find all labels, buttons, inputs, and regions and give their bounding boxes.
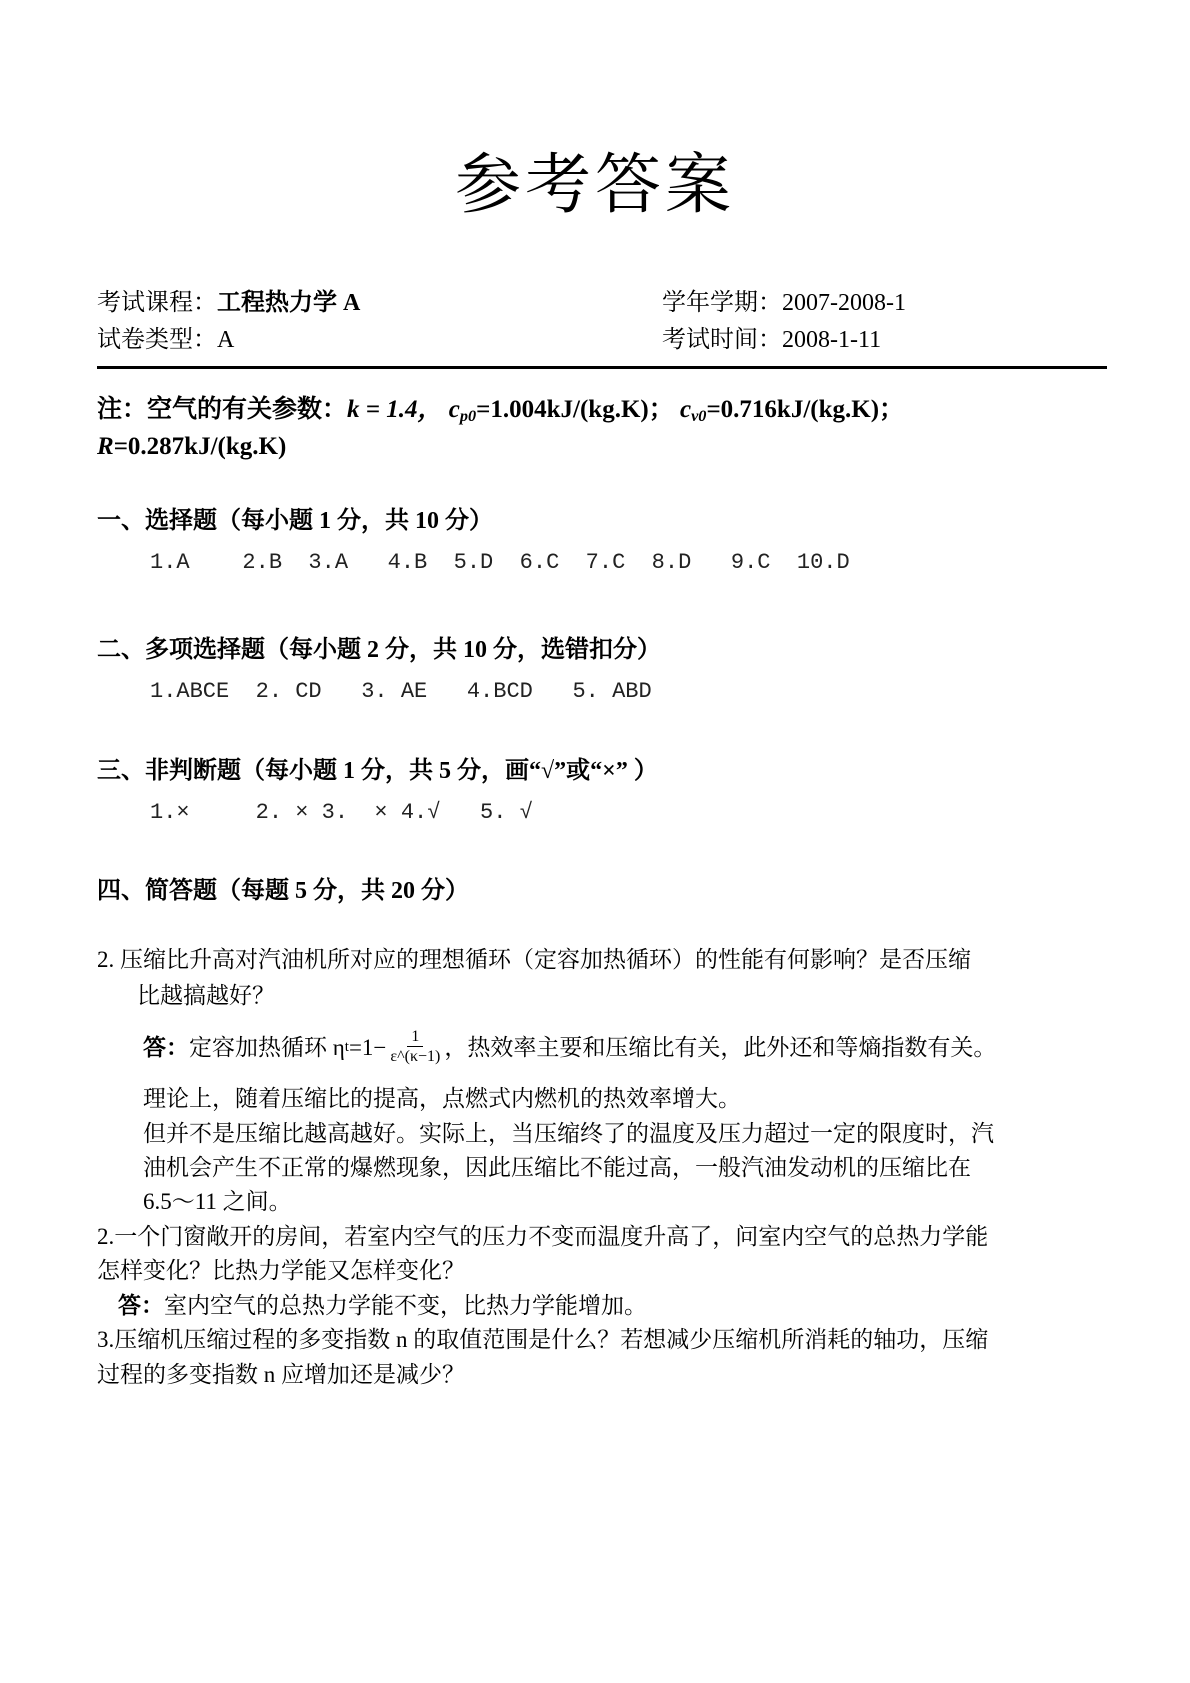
- type-row: [97, 326, 234, 355]
- page-title: 参考答案: [455, 149, 735, 222]
- course-value: 工程热力学 A: [217, 290, 361, 316]
- section-answers: 1.A 2.B 3.A 4.B 5.D 6.C 7.C 8.D 9.C 10.D: [150, 550, 850, 575]
- divider: [97, 366, 1107, 369]
- note-k: k = 1.4，: [347, 396, 443, 423]
- date-row: [662, 326, 881, 355]
- answer-label: 答：: [118, 1293, 164, 1318]
- note-r-val: =0.287kJ/(kg.K): [113, 433, 287, 460]
- course-row: [97, 289, 360, 318]
- note-cv-sub: v0: [691, 407, 707, 426]
- course-label: 考试课程：: [97, 290, 217, 316]
- note-cv-val: =0.716kJ/(kg.K)；: [706, 396, 905, 423]
- note-cp: c: [448, 396, 460, 423]
- question-1-cont: 比越搞越好？: [137, 983, 275, 1008]
- formula-fraction: [390, 1029, 440, 1065]
- note-line-1: [97, 395, 904, 425]
- section-answers: 1.ABCE 2. CD 3. AE 4.BCD 5. ABD: [150, 679, 652, 704]
- question-1: 2. 压缩比升高对汽油机所对应的理想循环（定容加热循环）的性能有何影响？是否压缩: [97, 947, 971, 972]
- question-3: 3.压缩机压缩过程的多变指数 n 的取值范围是什么？若想减少压缩机所消耗的轴功，压缩: [97, 1327, 989, 1352]
- answer-1-line-4: 油机会产生不正常的爆燃现象，因此压缩比不能过高，一般汽油发动机的压缩比在: [143, 1155, 971, 1180]
- formula-eta: 定容加热循环 η: [189, 1034, 345, 1060]
- note-line-2: [97, 432, 286, 462]
- section-answers: 1.× 2. × 3. × 4.√ 5. √: [150, 800, 533, 825]
- answer-text: ，热效率主要和压缩比有关，此外还和等熵指数有关。: [444, 1034, 997, 1060]
- note-prefix: 注：空气的有关参数：: [97, 396, 348, 423]
- type-label: 试卷类型：: [97, 327, 217, 353]
- type-value: A: [217, 327, 235, 353]
- answer-2: [118, 1292, 647, 1320]
- date-label: 考试时间：: [662, 327, 782, 353]
- formula-denominator: ε^(κ−1): [390, 1048, 441, 1065]
- answer-label: 答：: [143, 1034, 189, 1060]
- section-heading: 二、多项选择题（每小题 2 分，共 10 分，选错扣分）: [97, 637, 661, 663]
- section-heading: 一、选择题（每小题 1 分，共 10 分）: [97, 508, 493, 534]
- question-2: 2.一个门窗敞开的房间，若室内空气的压力不变而温度升高了，问室内空气的总热力学能: [97, 1224, 989, 1249]
- term-label: 学年学期：: [662, 290, 782, 316]
- answer-1-line-1: 答： 定容加热循环 η t =1− $\frac{1}{\varepsilon\^{}(\kappa-1)}$ ，热效率主要和压缩比有关，此外还和等熵指数有关。: [143, 1028, 997, 1065]
- answer-1-line-2: 理论上，随着压缩比的提高，点燃式内燃机的热效率增大。: [143, 1086, 741, 1111]
- formula-numerator: 1: [407, 1029, 423, 1047]
- question-2-cont: 怎样变化？比热力学能又怎样变化？: [97, 1258, 465, 1283]
- note-cv: c: [679, 396, 692, 423]
- term-value: 2007-2008-1: [782, 290, 906, 316]
- answer-1-line-3: 但并不是压缩比越高越好。实际上，当压缩终了的温度及压力超过一定的限度时，汽: [143, 1121, 994, 1146]
- note-r: R: [97, 433, 114, 460]
- note-cp-sub: p0: [459, 407, 477, 426]
- formula-eq: =1−: [348, 1034, 387, 1060]
- section-heading: 三、非判断题（每小题 1 分，共 5 分，画“√”或“×” ）: [97, 758, 658, 784]
- note-cp-val: =1.004kJ/(kg.K)；: [476, 396, 674, 423]
- term-row: [662, 289, 906, 318]
- answer-1-line-5: 6.5～11 之间。: [143, 1189, 292, 1214]
- section-heading: 四、简答题（每题 5 分，共 20 分）: [97, 878, 469, 904]
- answer-text: 室内空气的总热力学能不变，比热力学能增加。: [164, 1293, 647, 1318]
- question-3-cont: 过程的多变指数 n 应增加还是减少？: [97, 1362, 465, 1387]
- date-value: 2008-1-11: [782, 327, 882, 353]
